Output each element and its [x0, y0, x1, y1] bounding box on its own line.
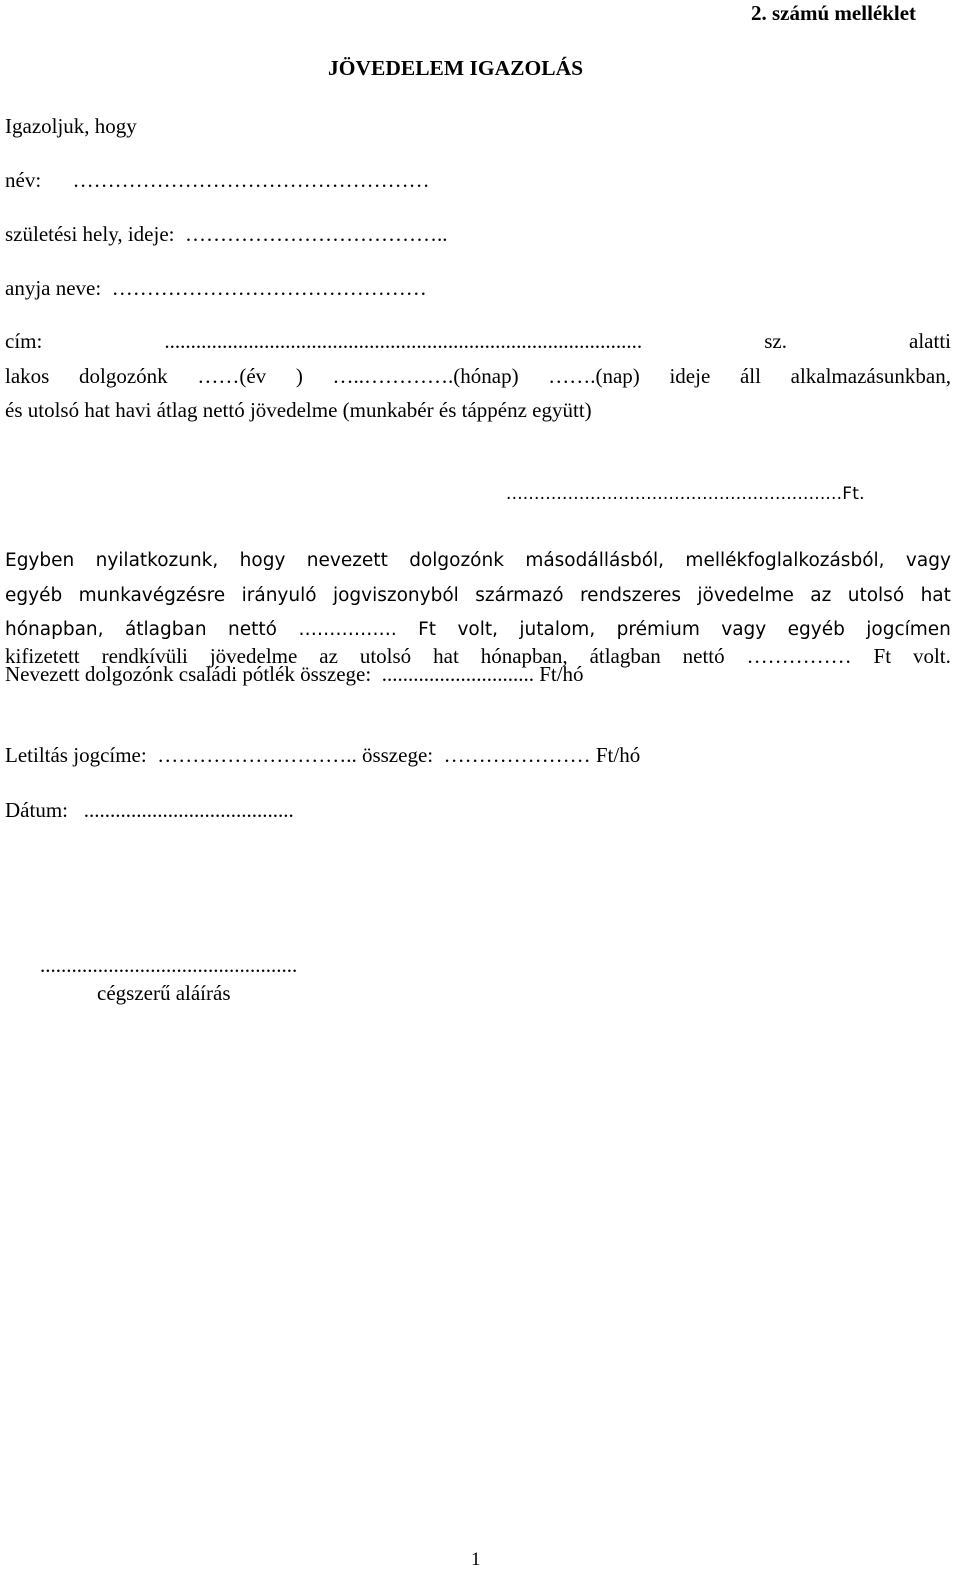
word: alkalmazásunkban, — [790, 364, 951, 388]
word: mellékfoglalkozásból, — [685, 550, 885, 571]
word: hogy — [239, 550, 286, 571]
word: származó — [475, 585, 564, 606]
word: nevezett — [306, 550, 388, 571]
word: prémium — [616, 619, 700, 640]
word: az — [319, 644, 338, 668]
word: rendszeres — [579, 585, 681, 606]
word: hónapban, — [480, 644, 568, 668]
declaration-line — [5, 552, 951, 571]
word: áll — [739, 364, 761, 388]
word: kifizetett — [5, 644, 80, 668]
word: ideje — [669, 364, 711, 388]
signature-label: cégszerű aláírás — [97, 981, 231, 1005]
word: nettó — [227, 619, 277, 640]
word: hat — [433, 644, 459, 668]
word: dolgozónk — [409, 550, 504, 571]
document-title: JÖVEDELEM IGAZOLÁS — [328, 56, 584, 80]
declaration-line — [5, 587, 951, 606]
declaration-line — [5, 621, 951, 640]
word: cím: — [5, 329, 43, 353]
word: volt, — [457, 619, 498, 640]
word: átlagban — [589, 644, 661, 668]
word: az — [810, 585, 832, 606]
word: vagy — [721, 619, 767, 640]
word: …….(nap) — [548, 364, 640, 388]
word: nyilatkozunk, — [95, 550, 219, 571]
word: sz. — [764, 329, 787, 353]
word: volt. — [912, 644, 951, 668]
employment-line — [5, 366, 951, 387]
mother-name-field: anyja neve: ……………………………………… — [5, 276, 427, 300]
word: Egyben — [5, 550, 75, 571]
word: másodállásból, — [525, 550, 665, 571]
word: lakos — [5, 364, 50, 388]
word: ……(év — [197, 364, 267, 388]
word: Ft — [873, 644, 892, 668]
date-line: Dátum: ........................................ — [5, 798, 294, 822]
word: egyéb — [787, 619, 845, 640]
word: jogcímen — [866, 619, 951, 640]
garnishment-line: Letiltás jogcíme: ……………………….. összege: ………………… Ft/hó — [5, 743, 641, 767]
signature-dots: ................................................. — [40, 953, 298, 977]
word: jövedelme — [697, 585, 794, 606]
annex-label: 2. számú melléklet — [751, 1, 917, 25]
word: hónapban, — [5, 619, 104, 640]
word: ........................................................................................... — [164, 329, 643, 353]
word: utolsó — [359, 644, 412, 668]
amount-line: ............................................................Ft. — [506, 484, 865, 504]
word: utolsó — [847, 585, 905, 606]
word: dolgozónk — [79, 364, 168, 388]
intro-text: Igazoljuk, hogy — [5, 114, 137, 138]
word: hat — [920, 585, 951, 606]
word: irányuló — [241, 585, 317, 606]
page-number: 1 — [471, 1549, 481, 1570]
word: munkavégzésre — [78, 585, 226, 606]
family-allowance-line: Nevezett dolgozónk családi pótlék összege: ............................. Ft/hó — [5, 662, 584, 686]
word: …..………….(hónap) — [332, 364, 519, 388]
income-line: és utolsó hat havi átlag nettó jövedelme (munkabér és táppénz együtt) — [5, 398, 592, 422]
birth-field: születési hely, ideje: ……………………………….. — [5, 222, 448, 246]
word: vagy — [905, 550, 951, 571]
word: egyéb — [5, 585, 63, 606]
word: alatti — [909, 329, 951, 353]
word: jövedelme — [209, 644, 298, 668]
word: …………… — [746, 644, 852, 668]
word: jutalom, — [519, 619, 596, 640]
word: jogviszonyból — [332, 585, 459, 606]
word: ……………. — [298, 619, 397, 640]
name-field: név: …………………………………………… — [5, 168, 430, 192]
address-line — [5, 331, 951, 352]
word: nettó — [682, 644, 725, 668]
word: rendkívüli — [101, 644, 188, 668]
word: átlagban — [124, 619, 207, 640]
word: ) — [295, 364, 303, 388]
word: Ft — [418, 619, 437, 640]
